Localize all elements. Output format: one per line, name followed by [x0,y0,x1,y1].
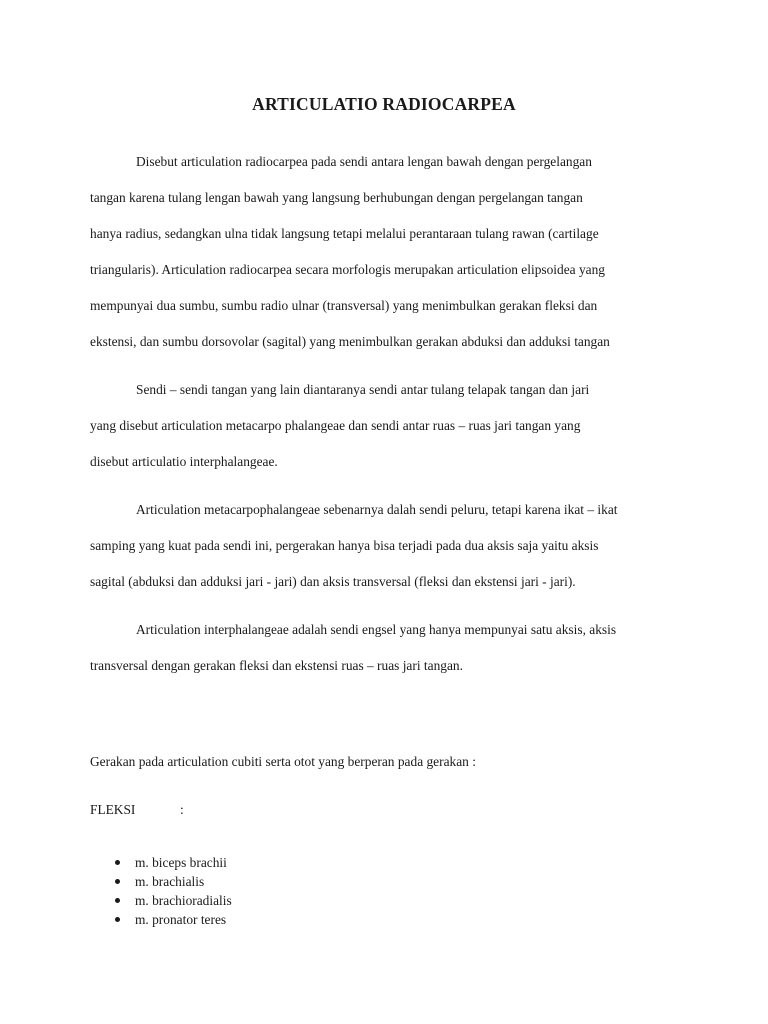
paragraph-line: Articulation metacarpophalangeae sebenarnya dalah sendi peluru, tetapi karena ikat – ikat [136,502,618,517]
paragraph-line: triangularis). Articulation radiocarpea secara morfologis merupakan articulation elipsoidea yang [90,262,605,277]
paragraph-hand-joints [90,380,690,488]
paragraph-line: tangan karena tulang lengan bawah yang langsung berhubungan dengan pergelangan tangan [90,190,583,205]
movement-intro-line: Gerakan pada articulation cubiti serta otot yang berperan pada gerakan : [90,754,476,769]
muscle-name: m. biceps brachii [135,855,227,870]
paragraph-line: disebut articulatio interphalangeae. [90,454,278,469]
list-item [90,910,232,929]
paragraph-line: ekstensi, dan sumbu dorsovolar (sagital) yang menimbulkan gerakan abduksi dan adduksi tangan [90,334,610,349]
paragraph-line: hanya radius, sedangkan ulna tidak langsung tetapi melalui perantaraan tulang rawan (cartilage [90,226,599,241]
page-title: ARTICULATIO RADIOCARPEA [252,94,516,114]
paragraph-line: samping yang kuat pada sendi ini, pergerakan hanya bisa terjadi pada dua aksis saja yaitu aksis [90,538,599,553]
paragraph-line: Articulation interphalangeae adalah sendi engsel yang hanya mempunyai satu aksis, aksis [136,622,617,637]
fleksi-label: FLEKSI [90,802,136,817]
bullet-icon [115,898,120,903]
paragraph-line: mempunyai dua sumbu, sumbu radio ulnar (transversal) yang menimbulkan gerakan fleksi dan [90,298,598,313]
list-item [90,872,232,891]
paragraph-line: sagital (abduksi dan adduksi jari - jari) dan aksis transversal (fleksi dan ekstensi jari - jari). [90,574,576,589]
muscle-name: m. pronator teres [135,912,227,927]
paragraph-metacarpophalangeae [90,500,690,608]
paragraph-line: yang disebut articulation metacarpo phalangeae dan sendi antar ruas – ruas jari tangan yang [90,418,581,433]
paragraph-line: Sendi – sendi tangan yang lain diantaranya sendi antar tulang telapak tangan dan jari [136,382,590,397]
fleksi-colon: : [180,802,184,817]
bullet-icon [115,860,120,865]
list-item [90,891,232,910]
bullet-icon [115,879,120,884]
muscle-name: m. brachioradialis [135,893,232,908]
paragraph-interphalangeae [90,620,690,692]
paragraph-radiocarpea-definition [90,152,690,368]
bullet-icon [115,917,120,922]
fleksi-muscle-list [90,853,232,929]
fleksi-heading [90,802,184,818]
list-item [90,853,232,872]
paragraph-line: transversal dengan gerakan fleksi dan ekstensi ruas – ruas jari tangan. [90,658,463,673]
paragraph-line: Disebut articulation radiocarpea pada sendi antara lengan bawah dengan pergelangan [136,154,592,169]
muscle-name: m. brachialis [135,874,205,889]
